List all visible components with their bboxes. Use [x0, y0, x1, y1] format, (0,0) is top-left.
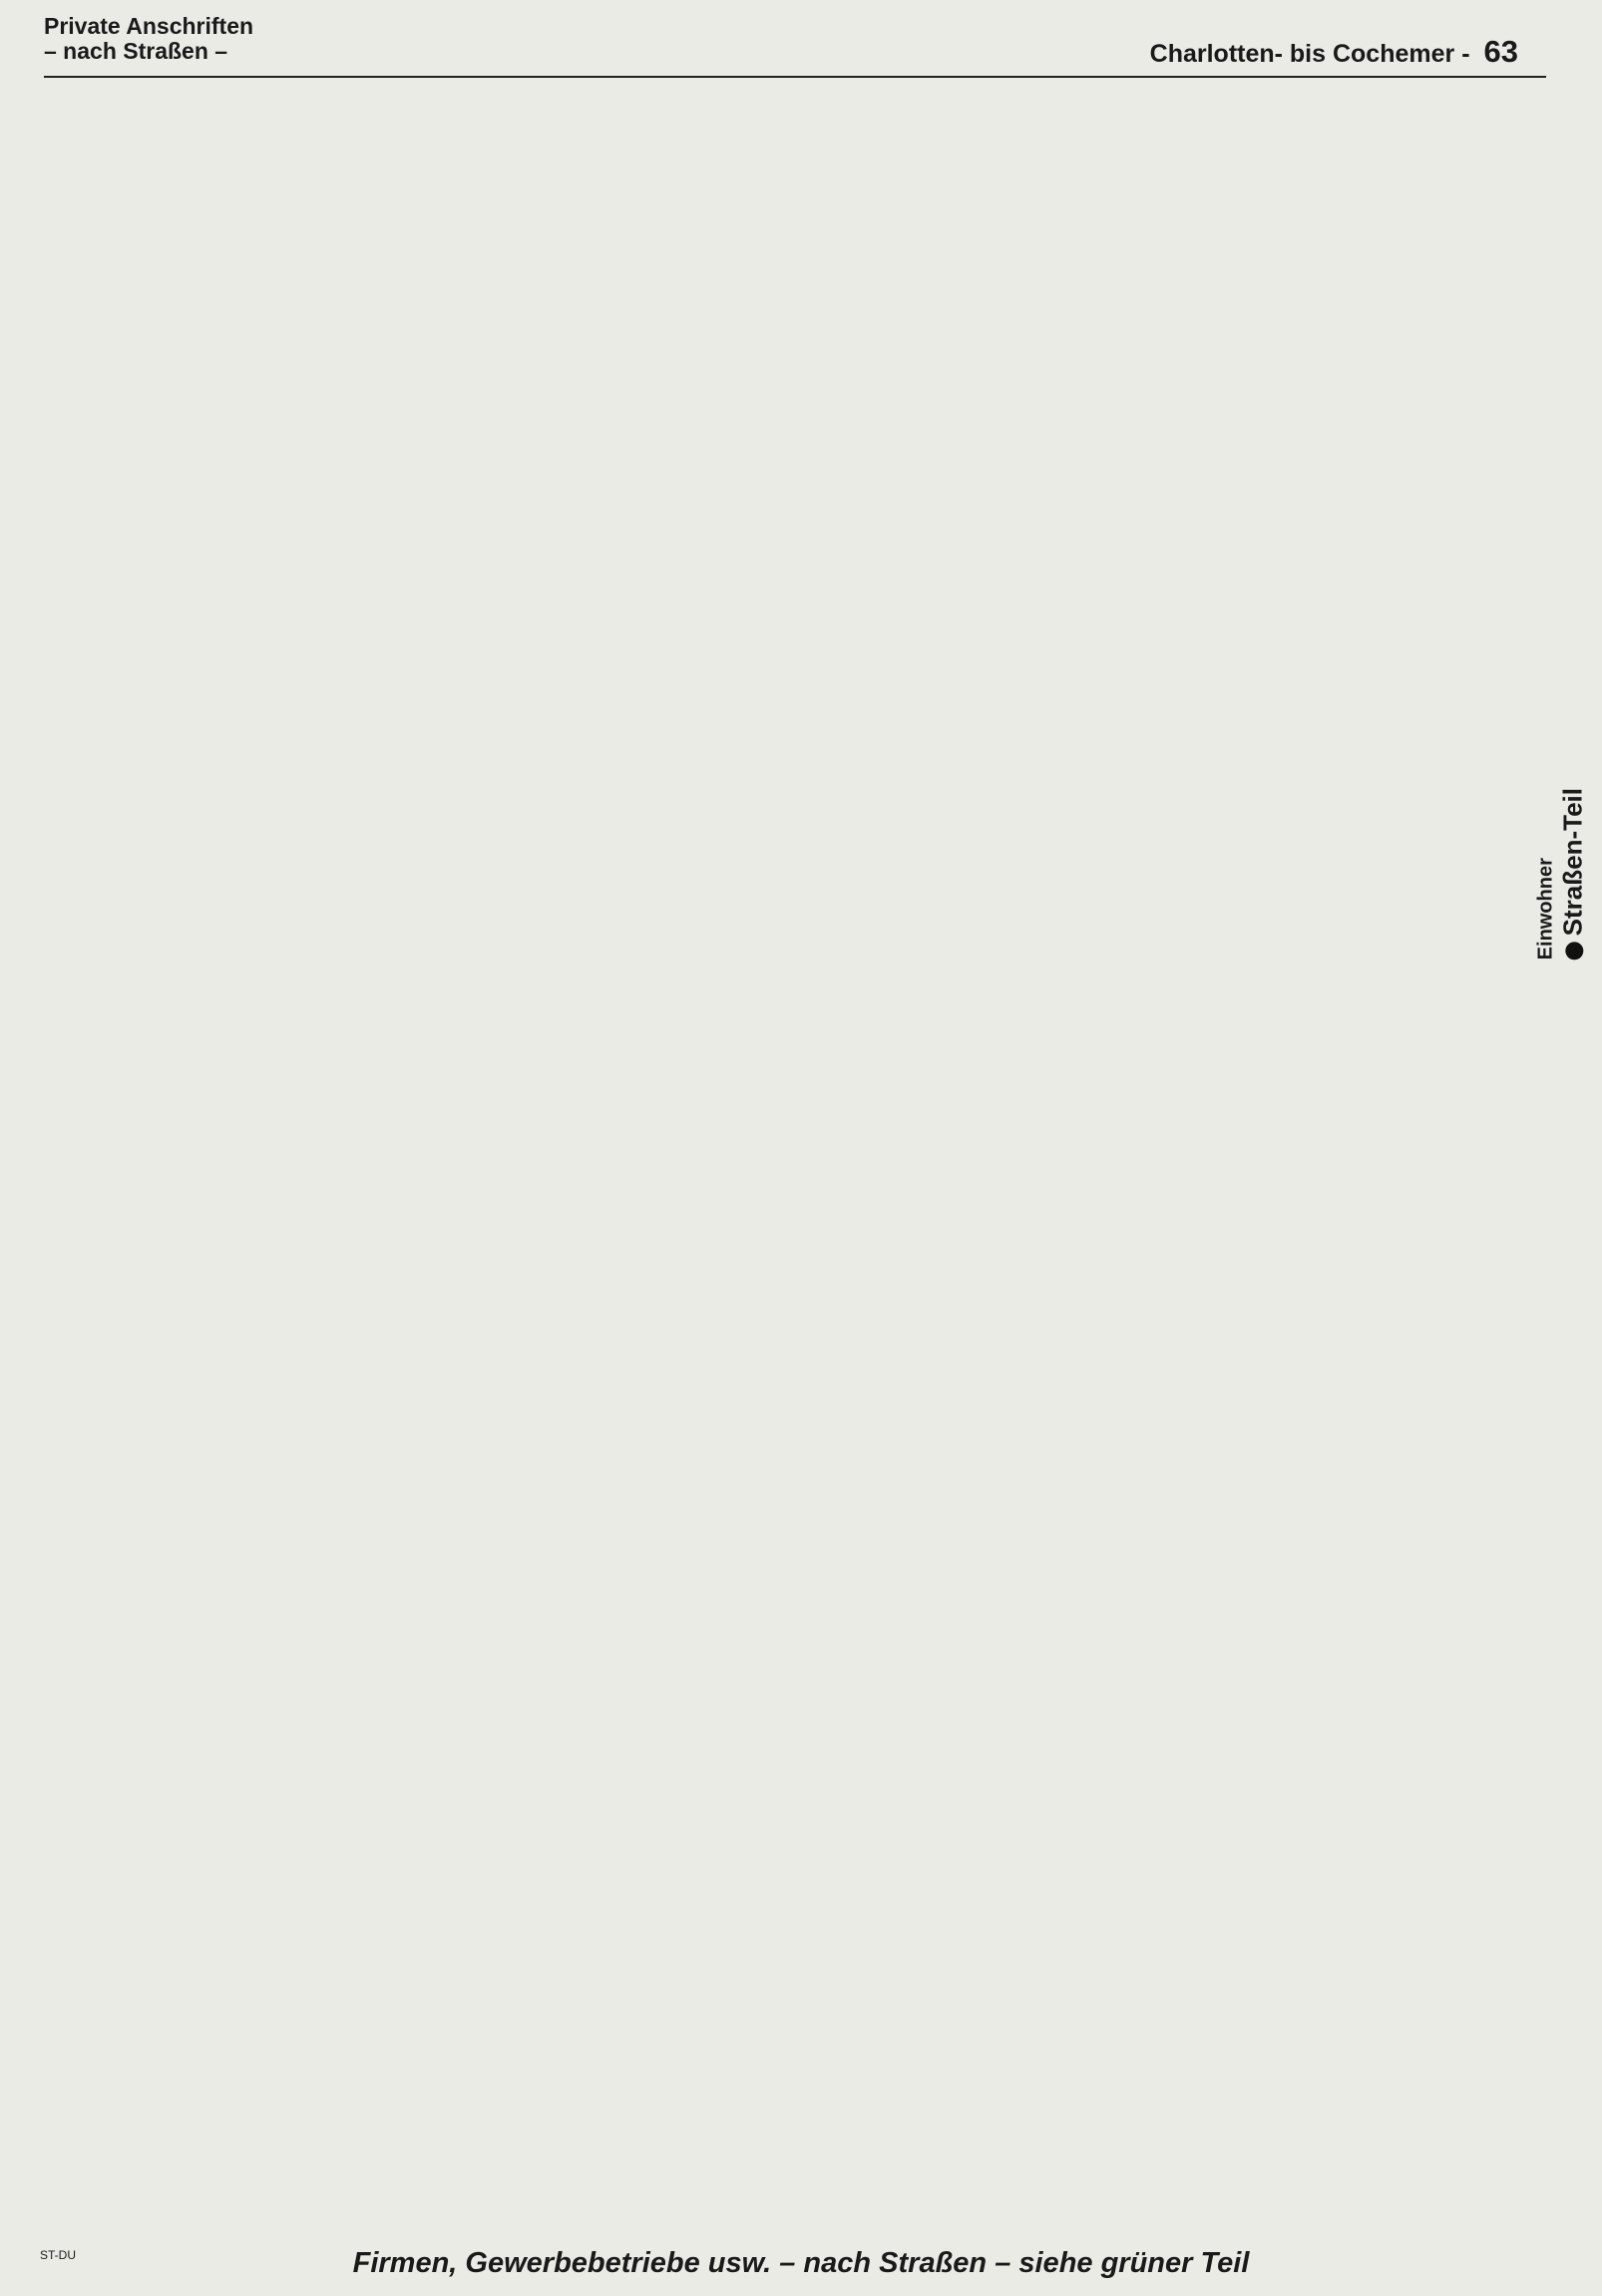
header-title — [44, 14, 253, 64]
header-range — [1150, 34, 1518, 70]
header-title-line2: – nach Straßen – — [44, 38, 228, 64]
header-range-text: Charlotten- bis Cochemer - — [1149, 40, 1470, 68]
footer-note: Firmen, Gewerbebetriebe usw. – nach Straßen – siehe grüner Teil — [352, 2247, 1250, 2279]
footer-code: ST-DU — [40, 2248, 76, 2262]
side-tab — [1534, 788, 1588, 959]
side-tab-line1: Einwohner — [1534, 858, 1556, 960]
page-number: 63 — [1483, 34, 1518, 69]
bullet-icon — [1565, 942, 1583, 959]
header-rule — [44, 76, 1546, 78]
columns-container — [44, 88, 1500, 2222]
header-title-line1: Private Anschriften — [44, 13, 254, 39]
side-tab-line2: Straßen-Teil — [1557, 788, 1587, 937]
